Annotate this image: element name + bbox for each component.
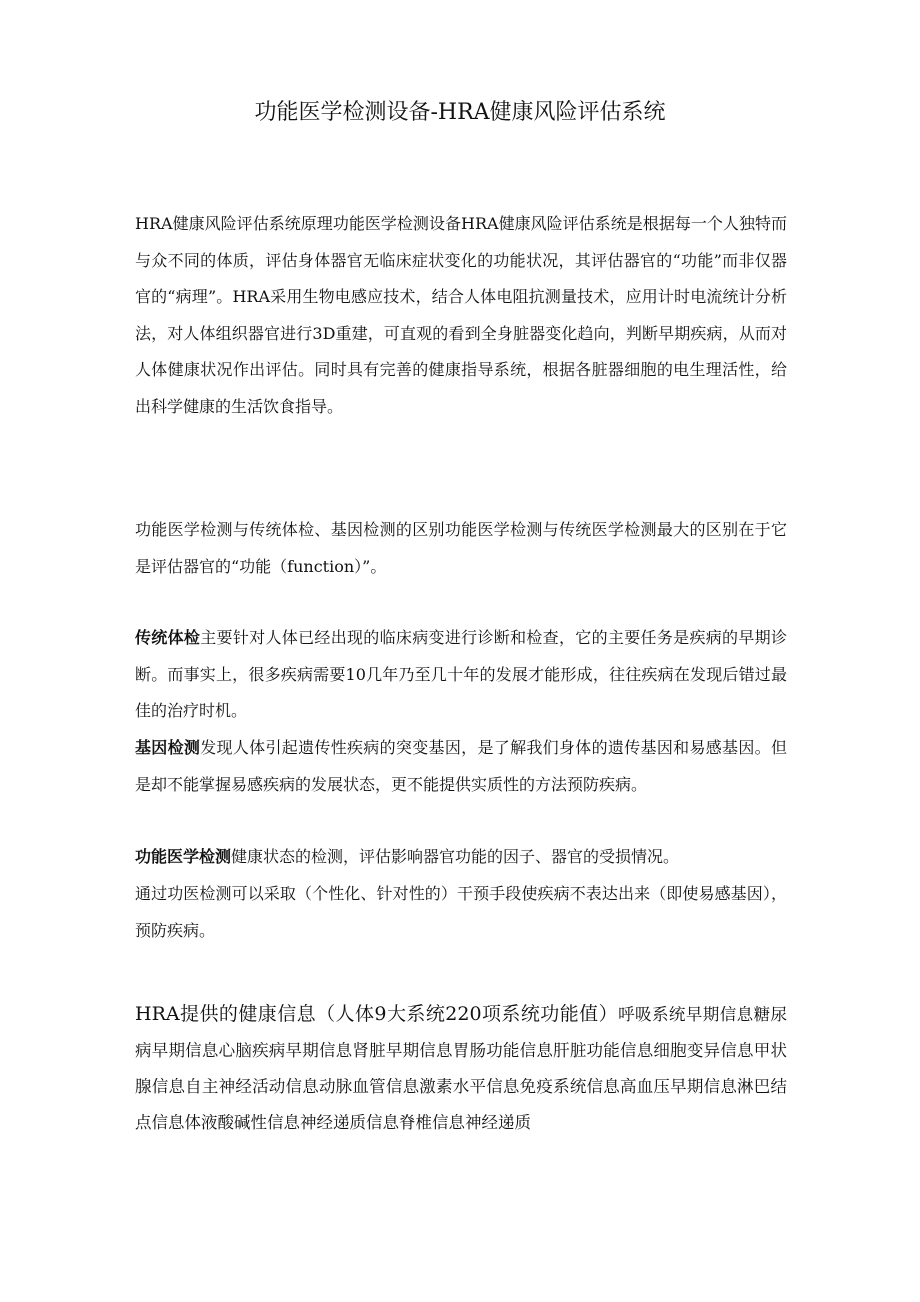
traditional-checkup-term: 传统体检 <box>135 628 201 647</box>
difference-paragraph: 功能医学检测与传统体检、基因检测的区别功能医学检测与传统医学检测最大的区别在于它是评估器官的“功能（function）”。 <box>135 520 787 576</box>
health-info-paragraph <box>135 996 787 1141</box>
traditional-checkup-text: 主要针对人体已经出现的临床病变进行诊断和检查，它的主要任务是疾病的早期诊断。而事实上，很多疾病需要10几年乃至几十年的发展才能形成，往往疾病在发现后错过最佳的治疗时机。 <box>135 628 787 720</box>
document-title: 功能医学检测设备-HRA健康风险评估系统 <box>254 100 666 125</box>
health-info-heading: HRA提供的健康信息（人体9大系统220项系统功能值） <box>135 1003 619 1025</box>
prevention-paragraph: 通过功医检测可以采取（个性化、针对性的）干预手段使疾病不表达出来（即使易感基因），预防疾病。 <box>135 884 787 940</box>
gene-testing-text: 发现人体引起遗传性疾病的突变基因，是了解我们身体的遗传基因和易感基因。但是却不能掌握易感疾病的发展状态，更不能提供实质性的方法预防疾病。 <box>135 738 787 794</box>
gene-testing-paragraph <box>135 730 787 803</box>
gene-testing-term: 基因检测 <box>135 738 201 757</box>
functional-testing-term: 功能医学检测 <box>135 847 232 866</box>
traditional-checkup-paragraph <box>135 620 787 730</box>
functional-testing-text: 健康状态的检测，评估影响器官功能的因子、器官的受损情况。 <box>231 847 680 866</box>
health-info-list: 呼吸系统早期信息糖尿病早期信息心脑疾病早期信息肾脏早期信息胃肠功能信息肝脏功能信息细胞变异信息甲状腺信息自主神经活动信息动脉血管信息激素水平信息免疫系统信息高血压早期信息淋巴结点信息体液酸碱性信息神经递质信息脊椎信息神经递质 <box>135 1005 788 1132</box>
intro-paragraph: HRA健康风险评估系统原理功能医学检测设备HRA健康风险评估系统是根据每一个人独特而与众不同的体质，评估身体器官无临床症状变化的功能状况，其评估器官的“功能”而非仅器官的“病理”。HRA采用生物电感应技术，结合人体电阻抗测量技术，应用计时电流统计分析法，对人体组织器官进行3D重建，可直观的看到全身脏器变化趋向，判断早期疾病，从而对人体健康状况作出评估。同时具有完善的健康指导系统，根据各脏器细胞的电生理活性，给出科学健康的生活饮食指导。 <box>135 214 787 416</box>
functional-testing-paragraph <box>135 839 787 876</box>
